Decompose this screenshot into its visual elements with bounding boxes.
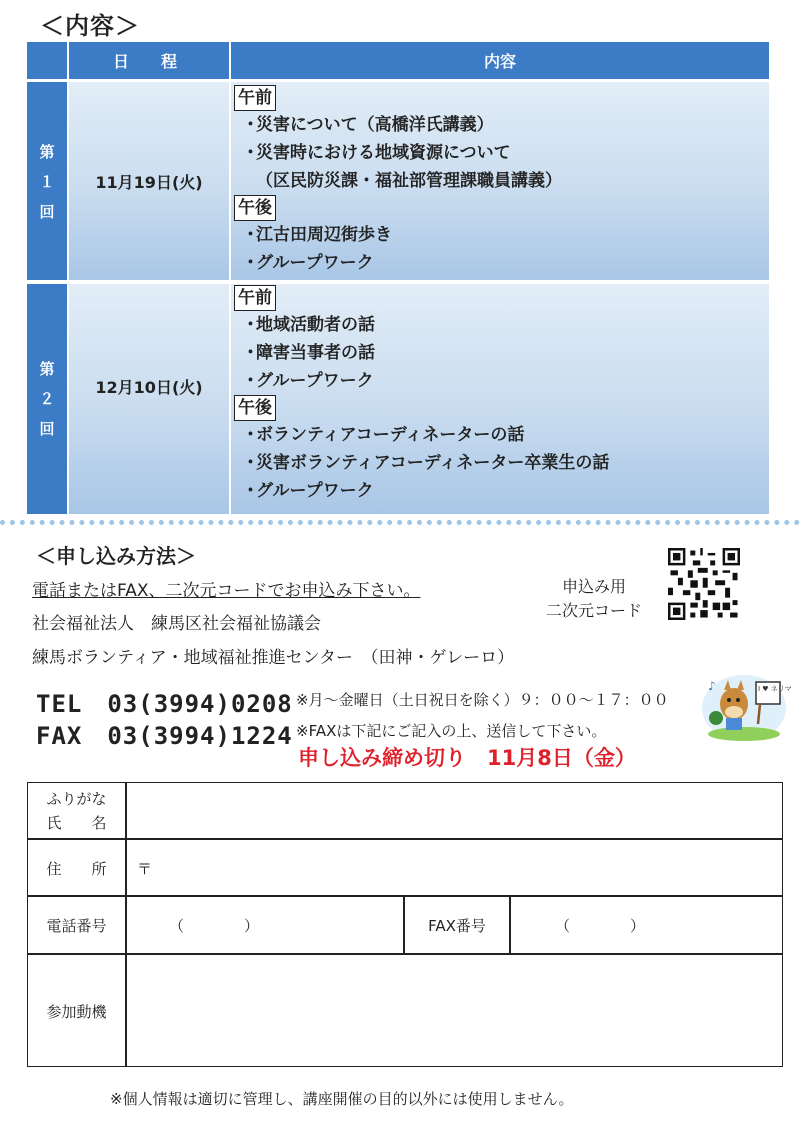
round-char: 第 — [39, 143, 55, 161]
center-name: 練馬ボランティア・地域福祉推進センター （田神・ゲレーロ） — [32, 648, 515, 668]
session-items-1 — [232, 85, 562, 277]
list-item: ・グループワーク — [242, 253, 374, 273]
am-label: 午前 — [234, 85, 276, 111]
fax-label: FAX番号 — [428, 917, 486, 935]
divider — [229, 42, 231, 514]
address-label: 住 所 — [46, 860, 107, 878]
session-date-1: 11月19日(火) — [95, 173, 203, 192]
list-item: ・グループワーク — [242, 371, 374, 391]
list-item: ・障害当事者の話 — [242, 343, 375, 363]
organization-name: 社会福祉法人 練馬区社会福祉協議会 — [32, 614, 321, 634]
session-items-2 — [232, 285, 609, 505]
name-field[interactable] — [127, 783, 782, 838]
motive-field[interactable] — [127, 955, 782, 1066]
round-char: １ — [39, 173, 55, 191]
round-label-2 — [27, 284, 67, 514]
list-item: （区民防災課・福祉部管理課職員講義） — [256, 171, 562, 191]
mascot-sign-text: I ♥ ネリマ — [758, 685, 792, 693]
list-item: ・江古田周辺街歩き — [242, 225, 392, 245]
list-item: ・グループワーク — [242, 481, 374, 501]
phone-label: 電話番号 — [46, 917, 107, 935]
pm-label: 午後 — [234, 395, 276, 421]
round-label-1 — [27, 82, 67, 282]
apply-instructions: 電話またはFAX、二次元コードでお申込み下さい。 — [32, 581, 421, 601]
tel-number[interactable]: TEL 03(3994)0208 — [36, 690, 293, 718]
furigana-label: ふりがな — [46, 790, 107, 808]
schedule-table — [27, 42, 769, 514]
deadline-text: 申し込み締め切り 11月8日（金） — [298, 746, 636, 770]
fax-paren: （ ） — [555, 917, 646, 935]
phone-field[interactable] — [127, 897, 403, 953]
name-label: 氏 名 — [46, 814, 107, 832]
phone-paren: （ ） — [169, 917, 260, 935]
header-date: 日 程 — [69, 42, 229, 79]
round-char: ２ — [39, 390, 55, 408]
fax-number[interactable]: FAX 03(3994)1224 — [36, 722, 293, 750]
address-field[interactable] — [127, 840, 782, 895]
qr-label-line: 二次元コード — [546, 601, 643, 620]
application-form — [27, 782, 783, 1067]
list-item: ・災害について（高橋洋氏講義） — [242, 115, 494, 135]
privacy-note: ※個人情報は適切に管理し、講座開催の目的以外には使用しません。 — [110, 1090, 574, 1108]
qr-label — [546, 575, 642, 623]
qr-code-icon[interactable] — [668, 548, 740, 620]
list-item: ・災害ボランティアコーディネーター卒業生の話 — [242, 453, 610, 473]
apply-heading: ＜申し込み方法＞ — [36, 544, 196, 568]
svg-text:♪: ♪ — [708, 679, 716, 693]
fax-field[interactable] — [511, 897, 782, 953]
tel-hours-note: ※月～金曜日（土日祝日を除く）９：００～１７：００ — [296, 691, 669, 709]
divider — [27, 280, 769, 283]
am-label: 午前 — [234, 285, 276, 311]
header-content: 内容 — [231, 42, 769, 79]
list-item: ・ボランティアコーディネーターの話 — [242, 425, 525, 445]
pm-label: 午後 — [234, 195, 276, 221]
postal-mark: 〒 — [137, 860, 153, 878]
list-item: ・災害時における地域資源について — [242, 143, 511, 163]
round-char: 回 — [39, 203, 55, 221]
divider — [67, 42, 69, 514]
list-item: ・地域活動者の話 — [242, 315, 375, 335]
session-date-2: 12月10日(火) — [95, 378, 203, 397]
motive-label: 参加動機 — [46, 1003, 107, 1021]
qr-label-line: 申込み用 — [562, 577, 627, 596]
fax-note: ※FAXは下記にご記入の上、送信して下さい。 — [296, 722, 607, 740]
mascot-icon — [700, 668, 792, 742]
dotted-separator — [0, 520, 800, 525]
header-round-cell — [27, 42, 67, 79]
round-char: 第 — [39, 360, 55, 378]
round-char: 回 — [39, 420, 55, 438]
content-heading: ＜内容＞ — [40, 12, 140, 40]
